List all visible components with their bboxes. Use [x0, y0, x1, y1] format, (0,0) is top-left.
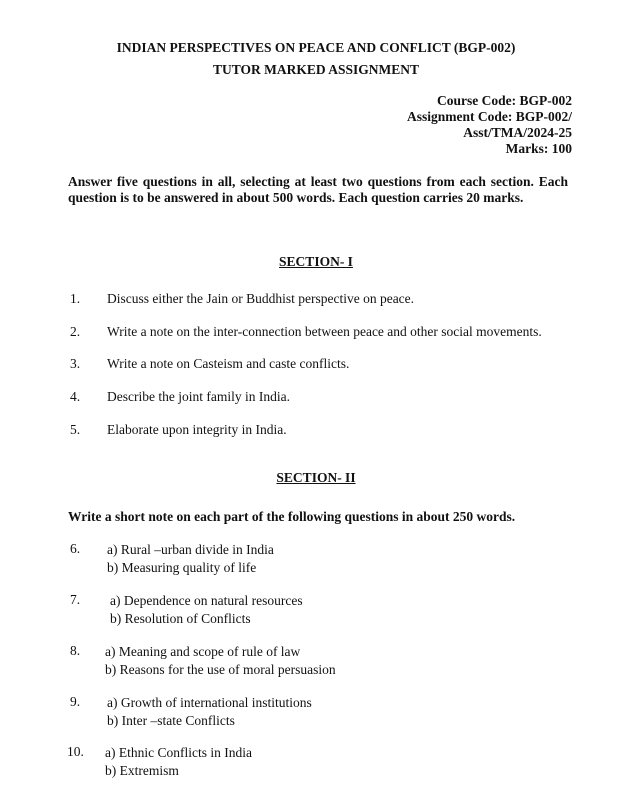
question-number: 10.	[67, 744, 84, 759]
question-number: 8.	[70, 643, 81, 658]
question-part-b: b) Measuring quality of life	[107, 560, 257, 575]
document-subtitle: TUTOR MARKED ASSIGNMENT	[212, 62, 420, 77]
question-text: Write a note on the inter-connection between peace and other social movements.	[107, 324, 542, 339]
question-part-b: b) Extremism	[105, 763, 179, 778]
question-parts	[107, 694, 312, 730]
question-text: Write a note on Casteism and caste conflicts.	[107, 356, 350, 371]
question-number: 1.	[70, 291, 81, 306]
question-text: Discuss either the Jain or Buddhist perspective on peace.	[107, 291, 415, 306]
question-part-a: a) Dependence on natural resources	[110, 593, 303, 608]
course-code: Course Code: BGP-002	[437, 93, 572, 108]
question-number: 2.	[70, 324, 81, 339]
question-part-b: b) Inter –state Conflicts	[107, 713, 235, 728]
question-parts	[105, 744, 252, 780]
question-number: 9.	[70, 694, 81, 709]
question-part-a: a) Meaning and scope of rule of law	[105, 644, 301, 659]
section-1-heading: SECTION- I	[279, 254, 353, 269]
question-number: 3.	[70, 356, 81, 371]
marks: Marks: 100	[505, 141, 572, 156]
question-part-a: a) Ethnic Conflicts in India	[105, 745, 252, 760]
assignment-code-line-2: Asst/TMA/2024-25	[463, 125, 572, 140]
question-parts	[105, 643, 336, 679]
document-title: INDIAN PERSPECTIVES ON PEACE AND CONFLICT (BGP-002)	[116, 40, 516, 55]
question-number: 4.	[70, 389, 81, 404]
question-part-b: b) Reasons for the use of moral persuasion	[105, 662, 336, 677]
question-parts	[110, 592, 303, 628]
question-number: 7.	[70, 592, 81, 607]
general-instructions: Answer five questions in all, selecting at least two questions from each section. Each question is to be answered in about 500 words. Each question carries 20 marks.	[68, 174, 568, 205]
question-text: Describe the joint family in India.	[107, 389, 290, 404]
assignment-code-line-1: Assignment Code: BGP-002/	[407, 109, 572, 124]
question-number: 5.	[70, 422, 81, 437]
section-2-instruction: Write a short note on each part of the following questions in about 250 words.	[68, 509, 516, 524]
question-number: 6.	[70, 541, 81, 556]
section-2-heading: SECTION- II	[276, 470, 356, 485]
question-part-b: b) Resolution of Conflicts	[110, 611, 251, 626]
question-part-a: a) Rural –urban divide in India	[107, 542, 274, 557]
question-part-a: a) Growth of international institutions	[107, 695, 312, 710]
question-parts	[107, 541, 274, 577]
question-text: Elaborate upon integrity in India.	[107, 422, 287, 437]
